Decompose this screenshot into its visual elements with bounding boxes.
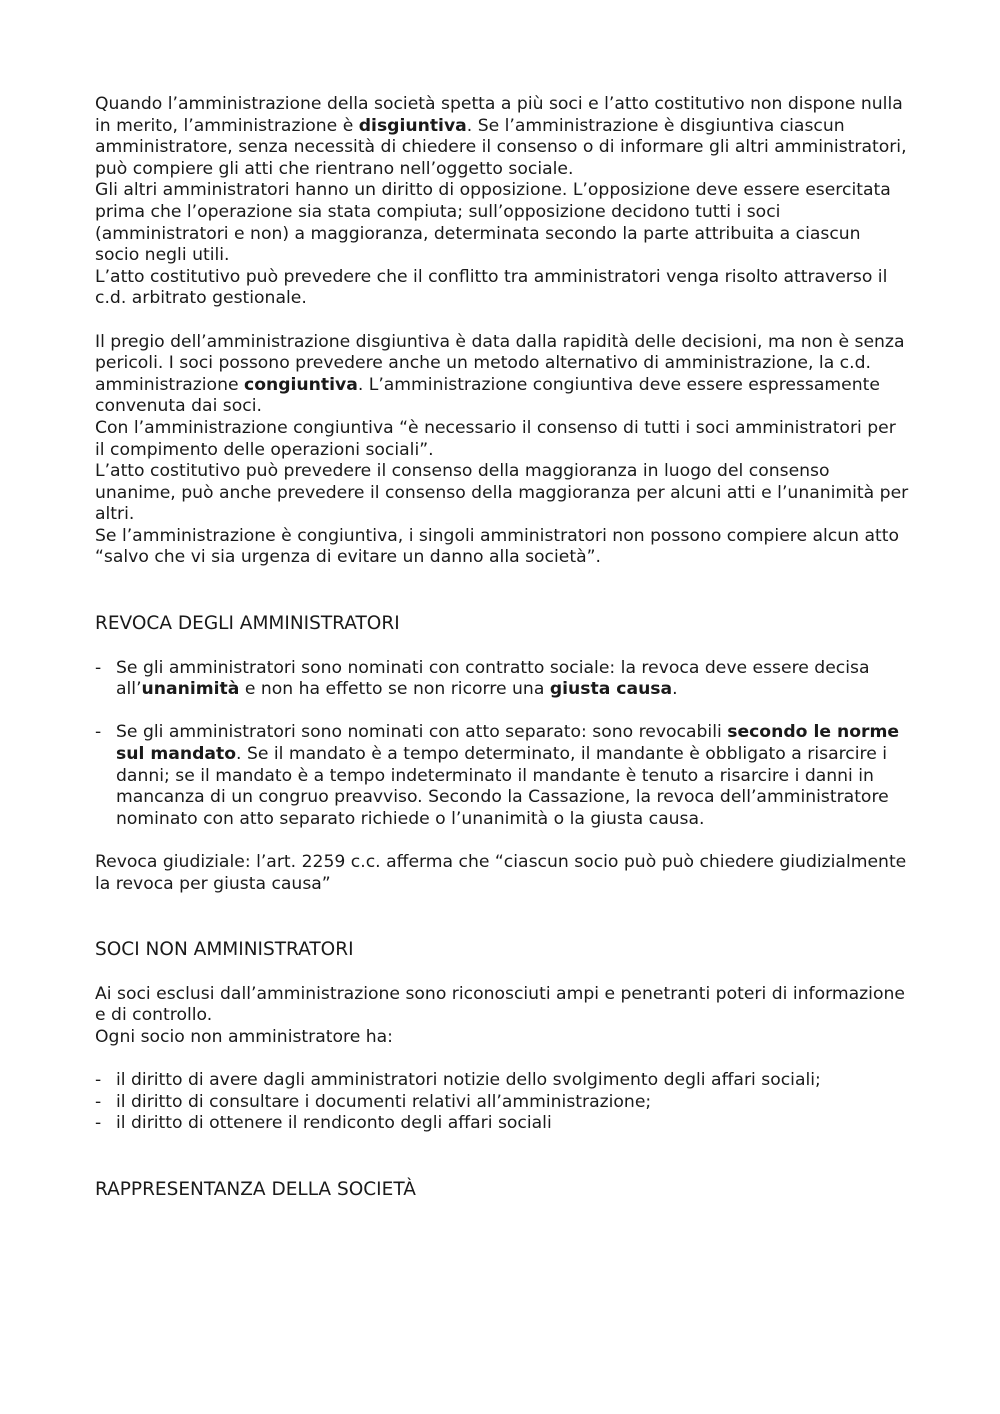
list-item: - il diritto di ottenere il rendiconto degli affari sociali <box>95 1113 552 1134</box>
bold-norme-mandato: secondo le norme sul mandato <box>116 722 900 765</box>
paragraph-consenso-maggioranza: L’atto costitutivo può prevedere il consenso della maggioranza in luogo del consenso unanime, può anche prevedere il consenso della maggioranza per alcuni atti e l’unanimità per altri. <box>95 461 909 525</box>
dash-bullet: - <box>95 1070 102 1091</box>
paragraph-amministrazione-disgiuntiva: Quando l’amministrazione della società spetta a più soci e l’atto costitutivo non dispone nulla in merito, l’amministrazione è disgiuntiva. Se l’amministrazione è disgiuntiva ciascun amministratore, senza necessità di chiedere il consenso o di informare gli altri amministratori, può compiere gli atti che rientrano nell’oggetto sociale. <box>95 94 907 179</box>
dash-bullet: - <box>95 1113 102 1134</box>
dash-bullet: - <box>95 1091 102 1112</box>
revoca-list <box>95 658 910 701</box>
heading-revoca-amministratori: REVOCA DEGLI AMMINISTRATORI <box>95 613 400 635</box>
bold-disgiuntiva: disgiuntiva <box>358 115 467 136</box>
paragraph-diritto-opposizione: Gli altri amministratori hanno un diritto di opposizione. L’opposizione deve essere esercitata prima che l’operazione sia stata compiuta; sull’opposizione decidono tutti i soci (amministratori e non) a maggioranza, determinata secondo la parte attribuita a ciascun socio negli utili. <box>95 180 891 266</box>
diritti-list <box>95 1070 910 1135</box>
revoca-list-2 <box>95 722 910 830</box>
dash-bullet: - <box>95 722 102 743</box>
heading-rappresentanza-societa: RAPPRESENTANZA DELLA SOCIETÀ <box>95 1178 416 1200</box>
paragraph-revoca-giudiziale: Revoca giudiziale: l’art. 2259 c.c. afferma che “ciascun socio può può chiedere giudizialmente la revoca per giusta causa” <box>95 852 907 894</box>
bold-giusta-causa: giusta causa <box>549 679 673 700</box>
list-item: - Se gli amministratori sono nominati con contratto sociale: la revoca deve essere decisa all’unanimità e non ha effetto se non ricorre una giusta causa. <box>95 657 870 700</box>
paragraph-consenso-tutti: Con l’amministrazione congiuntiva “è necessario il consenso di tutti i soci amministratori per il compimento delle operazioni sociali”. <box>95 417 896 460</box>
paragraph-arbitrato-gestionale: L’atto costitutivo può prevedere che il conflitto tra amministratori venga risolto attraverso il c.d. arbitrato gestionale. <box>95 266 888 309</box>
paragraph-urgenza: Se l’amministrazione è congiuntiva, i singoli amministratori non possono compiere alcun atto “salvo che vi sia urgenza di evitare un danno alla società”. <box>95 525 900 568</box>
list-item: - il diritto di consultare i documenti relativi all’amministrazione; <box>95 1091 652 1112</box>
heading-soci-non-amministratori: SOCI NON AMMINISTRATORI <box>95 939 354 961</box>
paragraph-ogni-socio: Ogni socio non amministratore ha: <box>95 1026 393 1047</box>
dash-bullet: - <box>95 657 102 678</box>
list-item: - il diritto di avere dagli amministratori notizie dello svolgimento degli affari sociali; <box>95 1070 821 1091</box>
paragraph-poteri-informazione: Ai soci esclusi dall’amministrazione sono riconosciuti ampi e penetranti poteri di informazione e di controllo. <box>95 983 905 1026</box>
bold-congiuntiva: congiuntiva <box>244 374 358 395</box>
bold-unanimita: unanimità <box>141 679 240 700</box>
paragraph-amministrazione-congiuntiva: Il pregio dell’amministrazione disgiuntiva è data dalla rapidità delle decisioni, ma non è senza pericoli. I soci possono prevedere anche un metodo alternativo di amministrazione, la c.d. amministrazione congiuntiva. L’amministrazione congiuntiva deve essere espressamente convenuta dai soci. <box>95 331 905 417</box>
list-item: - Se gli amministratori sono nominati con atto separato: sono revocabili secondo le norme sul mandato. Se il mandato è a tempo determinato, il mandante è obbligato a risarcire i danni; se il mandato è a tempo indeterminato il mandante è tenuto a risarcire i danni in mancanza di un congruo preavviso. Secondo la Cassazione, la revoca dell’amministratore nominato con atto separato richiede o l’unanimità o la giusta causa. <box>95 722 900 829</box>
